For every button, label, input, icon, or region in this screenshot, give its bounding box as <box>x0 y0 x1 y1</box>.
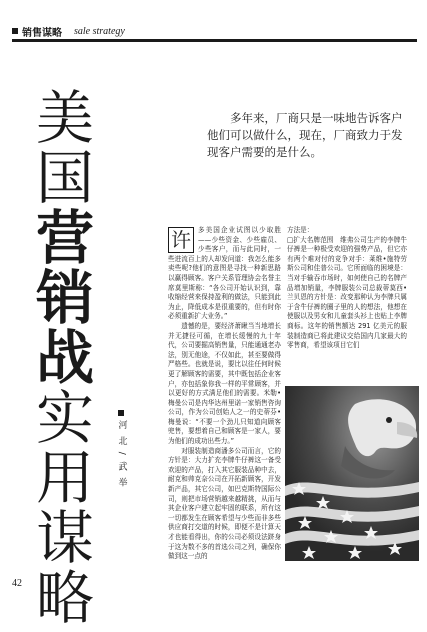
title-char: 营 <box>35 204 94 272</box>
title-char: 略 <box>35 564 94 632</box>
title-char: 美 <box>35 84 94 152</box>
title-char: 战 <box>35 324 94 392</box>
author-name: 河 北 / 武 举 <box>116 420 127 489</box>
article-title <box>30 84 100 632</box>
title-char: 实 <box>35 384 94 452</box>
byline <box>114 410 128 488</box>
title-char: 用 <box>35 444 94 512</box>
header-rule <box>12 39 417 42</box>
body-paragraph: □扩大名牌范围 维弗公司生产的李牌牛仔裤是一种极受欢迎的强势产品，但它亦有两个难对付的竞争对手：莱维•施特劳斯公司和佳普公司。它所面临的困境是：当对手输吞市场时，如何使自己的名牌产品增加销量，李牌服装公司总裁蒂莫西•兰贝恩的方针是：改变那种认为李牌只属于含牛仔裤的圈子里的人的想法，他想在使服以及男女和儿童套头衫上也贴上李牌商标。这年的销售额达 291 亿美元的服装制造商已将此建议交给国内几家最大的零售商，希望该项目它们 <box>287 235 407 350</box>
flag-eagle-photo <box>285 386 419 561</box>
section-title-cn: 销售谋略 <box>22 27 62 39</box>
body-paragraph: 对服装制造商潘多公司而言，它的方针是：大力扩充李牌牛仔裤这一备受欢迎的产品，打入其它服装品种中去，耐克和帅克奈公司在开拓新顾客，开发新产品，其它公司，如巴克斯特国际公司，则把市场营销越来越精挑，从而与其企业客户建立起牢固的联系，所有这一切都发生在顾客希望与少些而非多些供应商打交道的时候，即便不是计算天才也能看得出，你的公司必须设法跻身于这为数不多的首选公司之列，确保你做到这一点的 <box>168 446 281 561</box>
header-square-icon <box>12 28 18 34</box>
section-title-en: sale strategy <box>74 25 125 37</box>
section-header <box>12 24 125 38</box>
title-char: 国 <box>35 144 94 212</box>
left-column <box>168 226 281 562</box>
byline-square-icon <box>118 410 124 416</box>
body-paragraph: 方法是： <box>287 226 314 234</box>
title-char: 销 <box>35 264 94 332</box>
page-number: 42 <box>12 578 22 589</box>
body-paragraph: 多美国企业试图以少取胜——少些资金、少些雇员、少些客户，而与此同时，一些进流百上的人却发问道：我怎么能多卖些呢?他们的意图是寻找一种新思路以赢得顾客。客户关系管理协会名誉主席莫里斯称：“各公司开始认识到，靠收缩经营来保持盈利的做法，只能到此为止，降低成本是很重要的，但有时你必须重新扩大业务。” <box>168 226 281 321</box>
article-intro: 多年来，厂商只是一味地告诉客户他们可以做什么，现在，厂商致力于发现客户需要的是什么。 <box>207 111 403 159</box>
title-char: 谋 <box>35 504 94 572</box>
drop-cap: 许 <box>168 227 194 253</box>
flag-eagle-illustration <box>285 386 419 561</box>
right-column <box>287 226 407 351</box>
body-paragraph: 遗憾的是，要经济萧瞅当当地增长并无捷径可循，在增长缓慢的九十年代，公司要掘高销售量，只能通通老办法，别无他途，不仅如此，甚至要做得严格些。也就是说，要比以往任何时候更了解顾客的需要，其中既包括企业客户，亦包括象你我一样的平常顾客，并以更好的方式满足他们的需要。米勒•梅曼公司是内华达州里诺一家销售咨询公司，作为公司创始人之一的史蒂芬•梅曼说：“不要一个劲儿只知道向顾客兜售，要想着自己和顾客是一家人，要为他们的成功出些力。” <box>168 321 281 446</box>
